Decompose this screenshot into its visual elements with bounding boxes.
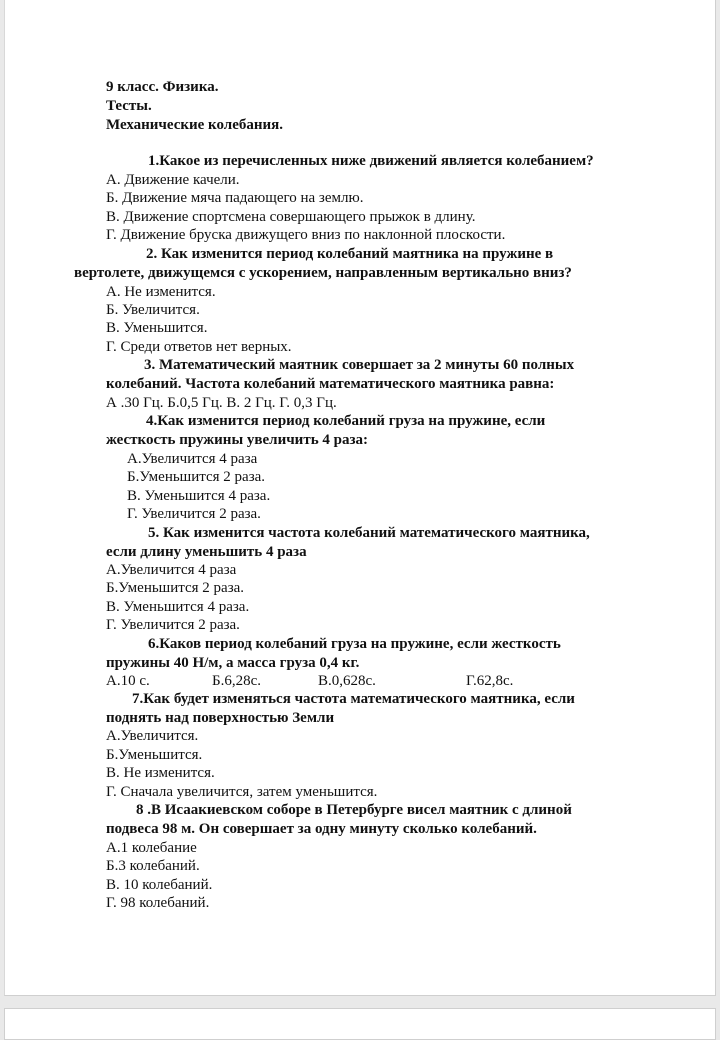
q5-option-d: Г. Увеличится 2 раза. — [106, 617, 240, 633]
q4-option-a: А.Увеличится 4 раза — [127, 451, 258, 467]
q5-option-c: В. Уменьшится 4 раза. — [106, 599, 250, 615]
question-8-text-line1: 8 .В Исаакиевском соборе в Петербурге висел маятник с длиной — [136, 802, 572, 818]
q8-option-d: Г. 98 колебаний. — [106, 895, 210, 911]
q4-option-d: Г. Увеличится 2 раза. — [127, 506, 261, 522]
q1-option-c: В. Движение спортсмена совершающего прыжок в длину. — [106, 209, 476, 225]
q1-option-d: Г. Движение бруска движущего вниз по наклонной плоскости. — [106, 227, 506, 243]
q5-option-b: Б.Уменьшится 2 раза. — [106, 580, 245, 596]
q2-option-d: Г. Среди ответов нет верных. — [106, 339, 292, 355]
q8-option-b: Б.3 колебаний. — [106, 858, 200, 874]
question-7-text-line2: поднять над поверхностью Земли — [106, 710, 335, 726]
question-2-text-line2: вертолете, движущемся с ускорением, направленным вертикально вниз? — [74, 265, 572, 281]
q2-option-b: Б. Увеличится. — [106, 302, 200, 318]
header-tests: Тесты. — [106, 98, 152, 114]
q4-option-c: В. Уменьшится 4 раза. — [127, 488, 271, 504]
question-5-text-line2: если длину уменьшить 4 раза — [106, 544, 307, 560]
q4-option-b: Б.Уменьшится 2 раза. — [127, 469, 266, 485]
question-4-text-line2: жесткость пружины увеличить 4 раза: — [106, 432, 368, 448]
q2-option-c: В. Уменьшится. — [106, 320, 208, 336]
q8-option-c: В. 10 колебаний. — [106, 877, 213, 893]
q2-option-a: А. Не изменится. — [106, 284, 216, 300]
header-grade-subject: 9 класс. Физика. — [106, 79, 219, 95]
question-5-text-line1: 5. Как изменится частота колебаний математического маятника, — [148, 525, 590, 541]
next-page — [4, 1008, 716, 1040]
q7-option-d: Г. Сначала увеличится, затем уменьшится. — [106, 784, 378, 800]
question-3-text-line2: колебаний. Частота колебаний математического маятника равна: — [106, 376, 555, 392]
question-7-text-line1: 7.Как будет изменяться частота математического маятника, если — [132, 691, 575, 707]
header-topic: Механические колебания. — [106, 117, 284, 133]
q1-option-a: А. Движение качели. — [106, 172, 240, 188]
q6-option-c: В.0,628с. — [318, 673, 376, 689]
question-2-text-line1: 2. Как изменится период колебаний маятника на пружине в — [146, 246, 554, 262]
question-8-text-line2: подвеса 98 м. Он совершает за одну минуту сколько колебаний. — [106, 821, 537, 837]
question-3-text-line1: 3. Математический маятник совершает за 2 минуты 60 полных — [144, 357, 575, 373]
q1-option-b: Б. Движение мяча падающего на землю. — [106, 190, 364, 206]
q6-option-a: А.10 с. — [106, 673, 150, 689]
q7-option-c: В. Не изменится. — [106, 765, 215, 781]
question-6-text-line1: 6.Каков период колебаний груза на пружине, если жесткость — [148, 636, 561, 652]
q6-option-b: Б.6,28с. — [212, 673, 262, 689]
question-6-text-line2: пружины 40 Н/м, а масса груза 0,4 кг. — [106, 655, 360, 671]
question-1-text: 1.Какое из перечисленных ниже движений является колебанием? — [148, 153, 594, 169]
q3-options: А .30 Гц. Б.0,5 Гц. В. 2 Гц. Г. 0,3 Гц. — [106, 395, 337, 411]
q5-option-a: А.Увеличится 4 раза — [106, 562, 237, 578]
q6-option-d: Г.62,8с. — [466, 673, 514, 689]
q8-option-a: А.1 колебание — [106, 840, 197, 856]
q7-option-b: Б.Уменьшится. — [106, 747, 203, 763]
q7-option-a: А.Увеличится. — [106, 728, 199, 744]
question-4-text-line1: 4.Как изменится период колебаний груза на пружине, если — [146, 413, 546, 429]
